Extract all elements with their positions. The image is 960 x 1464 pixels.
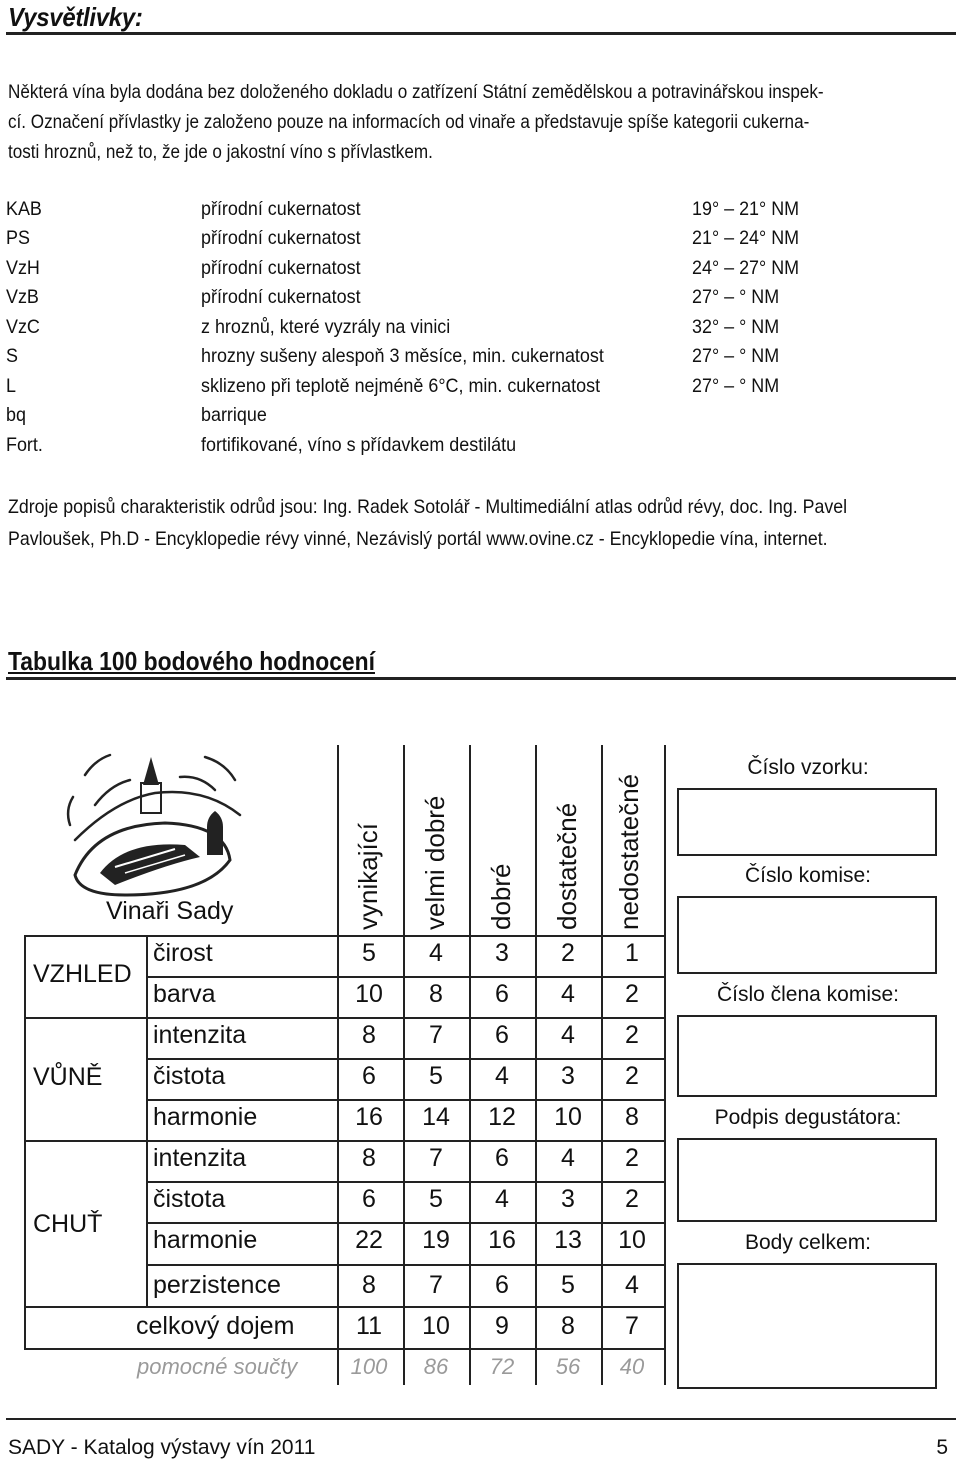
score-cell: 2 — [561, 939, 575, 967]
legend-code: VzC — [6, 316, 40, 338]
score-cell: 9 — [495, 1312, 509, 1340]
sample-number-label: Číslo vzorku: — [747, 756, 869, 779]
sources-line: Pavloušek, Ph.D - Encyklopedie révy vinné, Nezávislý portál www.ovine.cz - Encyklopedie vína, internet. — [8, 528, 828, 550]
legend-range: 24° – 27° NM — [692, 257, 800, 279]
group-label-vune: VŮNĚ — [33, 1063, 103, 1091]
score-cell: 4 — [561, 1144, 575, 1172]
score-cell: 19 — [422, 1226, 450, 1254]
total-points-field[interactable] — [677, 1263, 937, 1389]
score-cell: 8 — [561, 1312, 575, 1340]
score-cell: 1 — [625, 939, 639, 967]
total-points-label: Body celkem: — [744, 1231, 872, 1254]
score-cell: 13 — [554, 1226, 582, 1254]
criterion-label: harmonie — [153, 1226, 258, 1254]
criterion-label: barva — [153, 980, 216, 1008]
score-cell: 11 — [356, 1312, 382, 1340]
legend-code: PS — [6, 227, 30, 249]
score-cell: 7 — [429, 1021, 443, 1049]
score-cell: 8 — [429, 980, 443, 1008]
sources-note — [8, 491, 954, 555]
overall-label: celkový dojem — [136, 1312, 295, 1340]
legend-code: VzB — [6, 286, 39, 308]
legend-code: S — [6, 345, 18, 367]
score-cell: 6 — [495, 1144, 509, 1172]
criterion-label: perzistence — [153, 1271, 281, 1299]
commission-number-label: Číslo komise: — [744, 864, 872, 887]
score-cell: 3 — [561, 1185, 575, 1213]
legend-code: L — [6, 375, 16, 397]
group-label-vzhled: VZHLED — [33, 960, 132, 988]
taster-signature-field[interactable] — [677, 1138, 937, 1222]
legend-range: 32° – ° NM — [692, 316, 780, 338]
footer-title: SADY - Katalog výstavy vín 2011 — [8, 1436, 316, 1459]
score-cell: 7 — [429, 1144, 443, 1172]
legend-desc: z hroznů, které vyzrály na vinici — [201, 316, 451, 338]
criterion-label: intenzita — [153, 1144, 247, 1172]
score-cell: 10 — [422, 1312, 450, 1340]
score-cell: 3 — [495, 939, 509, 967]
scoring-table-title: Tabulka 100 bodového hodnocení — [8, 646, 375, 676]
score-cell: 6 — [495, 1271, 509, 1299]
score-cell: 10 — [554, 1103, 582, 1131]
legend-range: 27° – ° NM — [692, 375, 780, 397]
helper-cell: 72 — [489, 1354, 515, 1379]
intro-line: tosti hroznů, než to, že jde o jakostní víno s přívlastkem. — [8, 142, 433, 163]
score-cell: 4 — [495, 1062, 509, 1090]
score-cell: 12 — [488, 1103, 516, 1131]
score-cell: 8 — [362, 1144, 376, 1172]
helper-label: pomocné součty — [137, 1354, 298, 1379]
score-cell: 16 — [488, 1226, 516, 1254]
score-cell: 7 — [625, 1312, 639, 1340]
score-cell: 14 — [422, 1103, 450, 1131]
criterion-label: intenzita — [153, 1021, 247, 1049]
legend-desc: fortifikované, víno s přídavkem destilátu — [201, 434, 517, 456]
score-cell: 8 — [362, 1271, 376, 1299]
score-cell: 2 — [625, 1062, 639, 1090]
criterion-label: čistota — [153, 1185, 226, 1213]
score-cell: 2 — [625, 1021, 639, 1049]
score-cell: 10 — [355, 980, 383, 1008]
legend-range: 27° – ° NM — [692, 345, 780, 367]
column-header: dostatečné — [552, 802, 582, 930]
legend-code: VzH — [6, 257, 40, 279]
taster-signature-label: Podpis degustátora: — [714, 1106, 902, 1129]
member-number-field[interactable] — [677, 1015, 937, 1097]
score-cell: 6 — [495, 1021, 509, 1049]
score-cell: 22 — [355, 1226, 383, 1254]
score-cell: 2 — [625, 1144, 639, 1172]
score-cell: 4 — [495, 1185, 509, 1213]
legend-range: 19° – 21° NM — [692, 198, 800, 220]
intro-line: Některá vína byla dodána bez doloženého dokladu o zatřízení Státní zemědělskou a potravinářskou inspek- — [8, 82, 824, 103]
column-header: nedostatečné — [614, 773, 644, 930]
helper-cell: 56 — [555, 1354, 581, 1379]
helper-cell: 40 — [619, 1354, 645, 1379]
score-cell: 5 — [429, 1185, 443, 1213]
score-cell: 4 — [561, 980, 575, 1008]
score-cell: 8 — [362, 1021, 376, 1049]
column-header: dobré — [486, 863, 516, 930]
group-label-chut: CHUŤ — [33, 1210, 103, 1238]
score-cell: 4 — [561, 1021, 575, 1049]
score-cell: 4 — [429, 939, 443, 967]
legend-desc: hrozny sušeny alespoň 3 měsíce, min. cukernatost — [201, 345, 604, 367]
legend-desc: přírodní cukernatost — [201, 198, 361, 220]
sources-line: Zdroje popisů charakteristik odrůd jsou: Ing. Radek Sotolář - Multimediální atlas odrůd révy, doc. Ing. Pavel — [8, 496, 848, 518]
score-cell: 2 — [625, 980, 639, 1008]
score-cell: 8 — [625, 1103, 639, 1131]
legend-code: bq — [6, 404, 26, 426]
legend-code: KAB — [6, 198, 42, 220]
score-cell: 7 — [429, 1271, 443, 1299]
score-cell: 4 — [625, 1271, 639, 1299]
score-cell: 6 — [362, 1185, 376, 1213]
score-cell: 3 — [561, 1062, 575, 1090]
footer-rule — [6, 1418, 956, 1420]
legend-desc: přírodní cukernatost — [201, 227, 361, 249]
criterion-label: harmonie — [153, 1103, 258, 1131]
legend-title-rule — [6, 32, 956, 35]
scoring-title-rule — [6, 677, 956, 680]
column-header: vynikající — [353, 823, 383, 930]
intro-line: cí. Označení přívlastky je založeno pouze na informacích od vinaře a představuje spíše kategorii cukerna- — [8, 112, 810, 133]
sample-number-field[interactable] — [677, 788, 937, 856]
helper-cell: 86 — [423, 1354, 449, 1379]
score-cell: 6 — [362, 1062, 376, 1090]
logo-text: Vinaři Sady — [106, 897, 234, 925]
legend-code: Fort. — [6, 434, 43, 456]
score-cell: 6 — [495, 980, 509, 1008]
score-cell: 16 — [355, 1103, 383, 1131]
commission-number-field[interactable] — [677, 896, 937, 974]
column-header: velmi dobré — [420, 795, 450, 930]
legend-desc: barrique — [201, 404, 267, 426]
score-cell: 5 — [362, 939, 376, 967]
legend-range: 21° – 24° NM — [692, 227, 800, 249]
member-number-label: Číslo člena komise: — [716, 983, 900, 1006]
score-cell: 10 — [618, 1226, 646, 1254]
legend-intro — [8, 78, 953, 168]
score-cell: 5 — [429, 1062, 443, 1090]
vineyard-logo-icon — [55, 745, 255, 905]
score-cell: 5 — [561, 1271, 575, 1299]
legend-desc: sklizeno při teplotě nejméně 6°C, min. cukernatost — [201, 375, 601, 397]
helper-cell: 100 — [350, 1354, 388, 1379]
criterion-label: čirost — [153, 939, 213, 967]
legend-range: 27° – ° NM — [692, 286, 780, 308]
page-number: 5 — [936, 1436, 948, 1459]
legend-title: Vysvětlivky: — [8, 2, 143, 32]
legend-desc: přírodní cukernatost — [201, 257, 361, 279]
legend-desc: přírodní cukernatost — [201, 286, 361, 308]
criterion-label: čistota — [153, 1062, 226, 1090]
score-cell: 2 — [625, 1185, 639, 1213]
